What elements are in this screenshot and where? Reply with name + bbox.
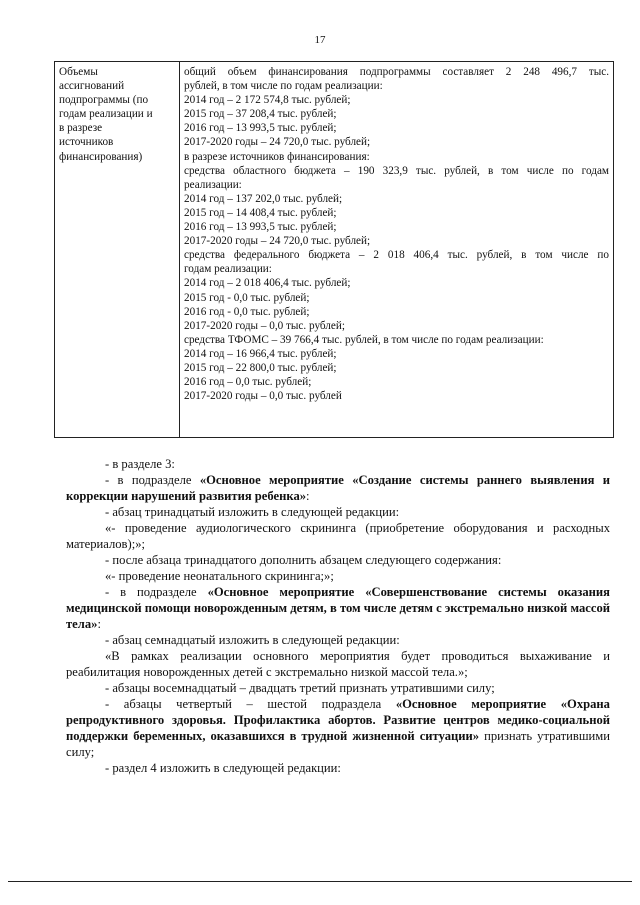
paragraph-text: - в подразделе	[105, 473, 200, 487]
amendment-paragraph	[66, 680, 610, 696]
paragraph-text: - в разделе 3:	[105, 457, 175, 471]
funding-value-line: средства ТФОМС – 39 766,4 тыс. рублей, в том числе по годам реализации:	[184, 333, 544, 346]
paragraph-text: - абзацы восемнадцатый – двадцать третий признать утратившими силу;	[105, 681, 495, 695]
funding-value-line: 2016 год – 0,0 тыс. рублей;	[184, 376, 312, 389]
funding-value-line: 2015 год – 22 800,0 тыс. рублей;	[184, 361, 337, 374]
funding-value-line: 2014 год – 137 202,0 тыс. рублей;	[184, 192, 343, 205]
funding-value-line: 2014 год – 2 018 406,4 тыс. рублей;	[184, 277, 351, 290]
funding-value-line: 2014 год – 16 966,4 тыс. рублей;	[184, 347, 337, 360]
paragraph-text: :	[97, 617, 101, 631]
funding-value-line: 2016 год – 13 993,5 тыс. рублей;	[184, 122, 337, 135]
funding-value-line: 2017-2020 годы – 24 720,0 тыс. рублей;	[184, 136, 371, 149]
funding-label-line: подпрограммы (по	[59, 94, 149, 107]
funding-value-line: годам реализации:	[184, 263, 272, 276]
funding-label-line: годам реализации и	[59, 108, 153, 121]
amendment-paragraph	[66, 696, 610, 760]
amendment-paragraph	[66, 584, 610, 632]
funding-label-line: финансирования)	[59, 150, 143, 163]
funding-value-line: средства областного бюджета – 190 323,9 тыс. рублей, в том числе по годам	[184, 164, 609, 177]
amendment-paragraph	[66, 648, 610, 680]
funding-value-line: реализации:	[184, 178, 242, 191]
paragraph-text: - в подразделе	[105, 585, 208, 599]
amendment-paragraph	[66, 472, 610, 504]
funding-value-cell	[180, 62, 614, 438]
paragraph-text: - после абзаца тринадцатого дополнить абзацем следующего содержания:	[105, 553, 502, 567]
funding-label-cell	[55, 62, 180, 438]
funding-label-line: Объемы	[59, 66, 98, 78]
funding-value-line: 2017-2020 годы – 24 720,0 тыс. рублей;	[184, 235, 371, 248]
bold-subsection-title: «Основное мероприятие «Совершенствование системы оказания медицинской помощи новорожденным детям, в том числе детям с экстремально низкой массой тела»	[66, 585, 610, 631]
paragraph-text: «- проведение аудиологического скрининга (приобретение оборудования и расходных материалов);»;	[66, 521, 610, 551]
page-number: 17	[314, 34, 326, 46]
funding-value-line: в разрезе источников финансирования:	[184, 150, 370, 163]
paragraph-text: признать утратившими силу;	[66, 729, 610, 759]
funding-table	[54, 61, 614, 438]
footer-divider	[8, 881, 632, 882]
funding-value-line: 2016 год - 0,0 тыс. рублей;	[184, 305, 310, 318]
funding-value-line: средства федерального бюджета – 2 018 406,4 тыс. рублей, в том числе по	[184, 249, 609, 262]
amendment-paragraph	[66, 632, 610, 648]
funding-value-line: 2015 год – 14 408,4 тыс. рублей;	[184, 206, 337, 219]
funding-value-line: 2017-2020 годы – 0,0 тыс. рублей	[184, 390, 342, 403]
amendment-paragraph	[66, 760, 610, 776]
amendment-paragraph	[66, 520, 610, 552]
amendment-text	[66, 456, 610, 776]
funding-value-line: 2017-2020 годы – 0,0 тыс. рублей;	[184, 319, 345, 332]
paragraph-text: - раздел 4 изложить в следующей редакции:	[105, 761, 341, 775]
paragraph-text: «- проведение неонатального скрининга;»;	[105, 569, 334, 583]
amendment-paragraph	[66, 456, 610, 472]
funding-value-line: 2015 год – 37 208,4 тыс. рублей;	[184, 108, 337, 121]
amendment-paragraph	[66, 504, 610, 520]
paragraph-text: - абзац семнадцатый изложить в следующей редакции:	[105, 633, 400, 647]
bold-subsection-title: «Основное мероприятие «Создание системы раннего выявления и коррекции нарушений развития ребенка»	[66, 473, 610, 503]
paragraph-text: - абзацы четвертый – шестой подраздела	[105, 697, 396, 711]
funding-value-line: общий объем финансирования подпрограммы составляет 2 248 496,7 тыс.	[184, 66, 609, 78]
paragraph-text: «В рамках реализации основного мероприятия будет проводиться выхаживание и реабилитация новорожденных детей с экстремально низкой массой тела.»;	[66, 649, 610, 679]
amendment-paragraph	[66, 568, 610, 584]
paragraph-text: - абзац тринадцатый изложить в следующей редакции:	[105, 505, 400, 519]
funding-label-line: ассигнований	[59, 80, 125, 93]
funding-value-line: 2014 год – 2 172 574,8 тыс. рублей;	[184, 94, 351, 107]
funding-value-line: 2016 год – 13 993,5 тыс. рублей;	[184, 221, 337, 234]
bold-subsection-title: «Основное мероприятие «Охрана репродуктивного здоровья. Профилактика абортов. Развитие центров медико-социальной поддержки беременных, оказавшихся в трудной жизненной ситуации»	[66, 697, 610, 743]
funding-table-row	[55, 62, 614, 438]
funding-value-line: рублей, в том числе по годам реализации:	[184, 80, 383, 93]
paragraph-text: :	[306, 489, 310, 503]
funding-value-line: 2015 год - 0,0 тыс. рублей;	[184, 291, 310, 304]
funding-label-line: источников	[59, 136, 114, 149]
funding-label-line: в разрезе	[59, 122, 103, 135]
amendment-paragraph	[66, 552, 610, 568]
